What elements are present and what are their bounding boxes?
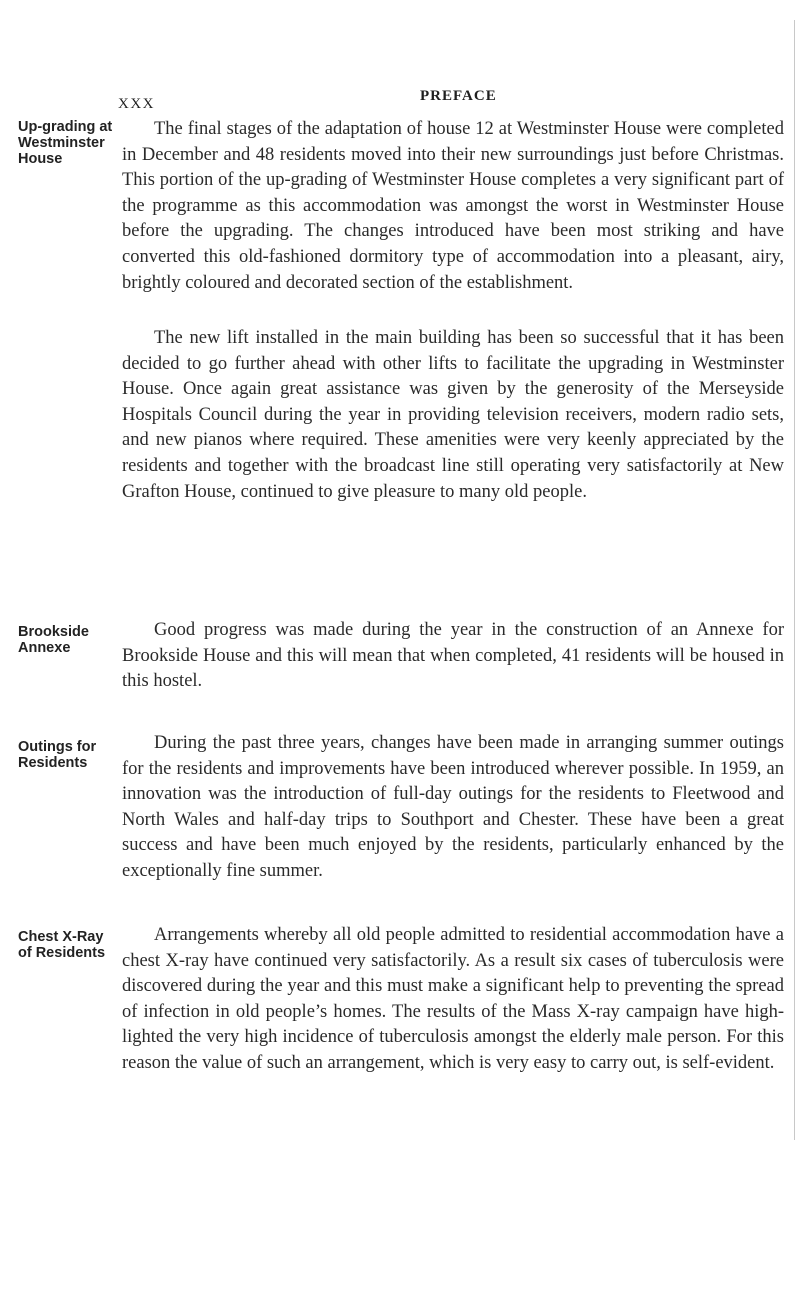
paragraph-brookside: Good progress was made during the year in the construction of an Annexe for Brookside House and this will mean that when completed, 41 residents will be housed in this hostel. bbox=[122, 620, 784, 692]
running-title: PREFACE bbox=[420, 88, 497, 104]
paragraph-outings: During the past three years, changes have been made in arranging summer outings for the residents and improvements have been introduced wherever possible. In 1959, an innovation was the introduction of full-day outings for the residents to Fleetwood and North Wales and half-day trips to Southport and Chester. These have been a great success and have been much enjoyed by the residents, particularly enhanced by the exceptionally fine summer. bbox=[122, 733, 784, 881]
paragraph-new-lift: The new lift installed in the main building has been so successful that it has been decided to go further ahead with other lifts to facilitate the upgrading in Westminster House. Once again great assistance was given by the generosity of the Merseyside Hospitals Council during the year in providing television receivers, modern radio sets, and new pianos where required. These amenities were very keenly appreciated by the residents and together with the broadcast line still operating very satisfactorily at New Grafton House, continued to give pleasure to many old people. bbox=[122, 328, 784, 502]
paragraph-chest-xray: Arrangements whereby all old people admitted to residential accommodation have a chest X-ray have continued very satisfactorily. As a result six cases of tuberculosis were discovered during the year and this must make a significant help to preventing the spread of infection in old people’s homes. The results of the Mass X-ray campaign have high-lighted the very high incidence of tuberculosis amongst the elderly male person. For this reason the value of such an arrangement, which is very easy to carry out, is self-evident. bbox=[122, 925, 784, 1073]
side-heading-brookside: Brookside Annexe bbox=[18, 624, 89, 656]
side-heading-outings: Outings for Residents bbox=[18, 739, 97, 771]
running-head bbox=[0, 88, 800, 112]
side-heading-westminster: Up-grading at Westminster House bbox=[18, 119, 113, 167]
paragraph-westminster: The final stages of the adaptation of house 12 at Westminster House were completed in December and 48 residents moved into their new surroundings just before Christmas. This portion of the up-grading of Westminster House completes a very significant part of the programme as this accommodation was amongst the worst in Westminster House before the upgrading. The changes introduced have been most striking and have converted this old-fashioned dormitory type of accommodation into a pleasant, airy, brightly coloured and decorated section of the establishment. bbox=[122, 119, 784, 293]
page-edge-rule bbox=[794, 20, 795, 1140]
page-number: XXX bbox=[118, 96, 155, 112]
side-heading-chest-xray: Chest X-Ray of Residents bbox=[18, 929, 106, 961]
